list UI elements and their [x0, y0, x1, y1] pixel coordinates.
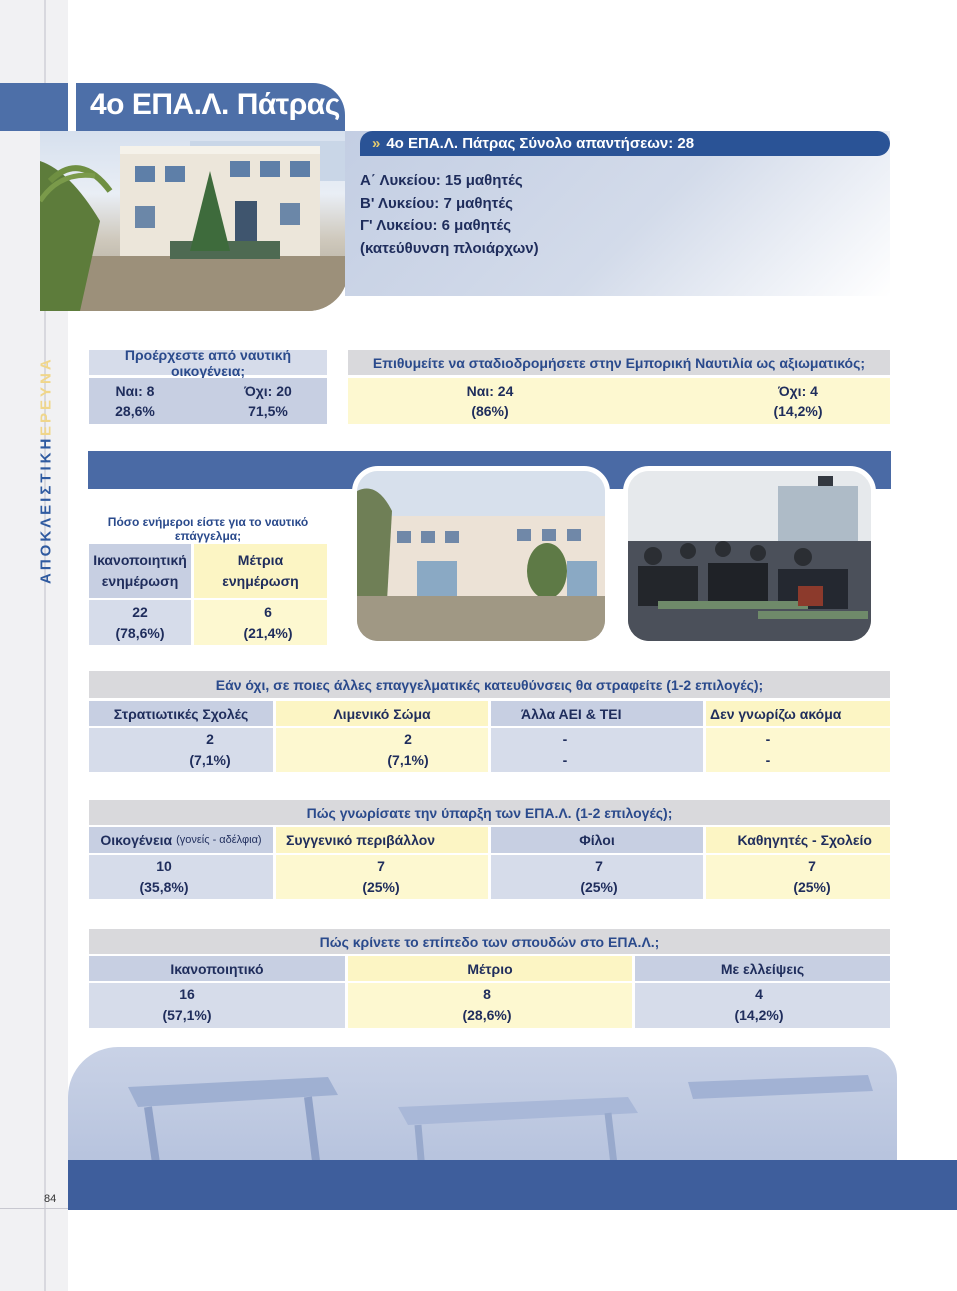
q4-val1: 2 [206, 731, 214, 747]
q5-col1-label: Οικογένεια [100, 832, 173, 848]
side-label-main: ΑΠΟΚΛΕΙΣΤΙΚΗ [37, 435, 55, 585]
class-line: (κατεύθυνση πλοιάρχων) [360, 239, 539, 257]
schoolyard-photo [352, 466, 610, 646]
classroom-illustration [628, 471, 871, 641]
q5-pct4: (25%) [793, 879, 831, 895]
q6-pct2: (28,6%) [462, 1007, 512, 1023]
school-building-photo [40, 131, 348, 311]
q2-no-label: Όχι: 4 [778, 383, 818, 399]
q1-yes-label: Ναι: 8 [115, 383, 155, 399]
page-title: 4ο ΕΠΑ.Λ. Πάτρας [90, 88, 340, 121]
q3-col2-header: Μέτρια ενημέρωση [194, 544, 327, 598]
q3-col1-header: Ικανοποιητική ενημέρωση [89, 544, 191, 598]
q5-col3-header: Φίλοι [491, 827, 703, 853]
q4-col4-header: Δεν γνωρίζω ακόμα [706, 701, 890, 726]
q3-val1: 22 [132, 604, 148, 620]
q2-yes-label: Ναι: 24 [466, 383, 514, 399]
bottom-band [68, 1160, 957, 1210]
q2-question: Επιθυμείτε να σταδιοδρομήσετε στην Εμπορική Ναυτιλία ως αξιωματικός; [348, 350, 890, 375]
double-chevron-icon: » [372, 135, 381, 152]
q3-val2: 6 [264, 604, 272, 620]
classroom-photo [623, 466, 876, 646]
q6-val2: 8 [483, 986, 491, 1002]
q3-pct2: (21,4%) [243, 625, 293, 641]
q6-val1: 16 [179, 986, 195, 1002]
q6-col2-header: Μέτριο [348, 956, 632, 981]
q5-pct3: (25%) [580, 879, 618, 895]
q5-col1-sublabel: (γονείς - αδέλφια) [176, 834, 262, 846]
q4-col3-header: Άλλα ΑΕΙ & ΤΕΙ [491, 701, 703, 726]
class-line: Γ' Λυκείου: 6 μαθητές [360, 217, 512, 234]
q3-pct1: (78,6%) [115, 625, 165, 641]
q4-question: Εάν όχι, σε ποιες άλλες επαγγελματικές κατευθύνσεις θα στραφείτε (1-2 επιλογές); [89, 671, 890, 698]
q5-question: Πώς γνωρίσατε την ύπαρξη των ΕΠΑ.Λ. (1-2 επιλογές); [89, 800, 890, 825]
q1-question: Προέρχεστε από ναυτική οικογένεια; [89, 350, 327, 375]
q4-col1-header: Στρατιωτικές Σχολές [89, 701, 273, 726]
q4-pct1: (7,1%) [189, 752, 231, 768]
q4-col3-cell [491, 728, 703, 772]
class-breakdown [360, 170, 539, 260]
q4-col4-cell [706, 728, 890, 772]
schoolyard-illustration [357, 471, 605, 641]
q3-question: Πόσο ενήμεροι είστε για το ναυτικό επάγγελμα; [89, 516, 327, 541]
q4-pct3: - [562, 752, 568, 768]
q6-question: Πώς κρίνετε το επίπεδο των σπουδών στο ΕΠΑ.Λ.; [89, 929, 890, 954]
q4-val4: - [765, 731, 771, 747]
q1-no-pct: 71,5% [248, 403, 288, 419]
school-building-illustration [40, 131, 348, 311]
q4-pct4: - [765, 752, 771, 768]
q1-no-label: Όχι: 20 [244, 383, 292, 399]
q5-val4: 7 [808, 858, 816, 874]
summary-heading-text: 4ο ΕΠΑ.Λ. Πάτρας Σύνολο απαντήσεων: 28 [386, 135, 695, 152]
class-line: Α΄ Λυκείου: 15 μαθητές [360, 172, 523, 189]
q5-val3: 7 [595, 858, 603, 874]
side-label-accent: ΕΡΕΥΝΑ [37, 355, 55, 436]
q1-yes-pct: 28,6% [115, 403, 155, 419]
q5-val2: 7 [377, 858, 385, 874]
q4-val3: - [562, 731, 568, 747]
page-number: 84 [44, 1193, 57, 1205]
header-tab-divider [68, 83, 76, 131]
q5-pct2: (25%) [362, 879, 400, 895]
q6-col1-header: Ικανοποιητικό [89, 956, 345, 981]
class-line: Β' Λυκείου: 7 μαθητές [360, 194, 513, 212]
q6-col3-header: Με ελλείψεις [635, 956, 890, 981]
q2-no-pct: (14,2%) [773, 403, 823, 419]
footer-rule [0, 1208, 68, 1209]
q6-pct3: (14,2%) [734, 1007, 784, 1023]
q5-col1-header [89, 827, 273, 853]
q6-pct1: (57,1%) [162, 1007, 212, 1023]
q6-val3: 4 [755, 986, 763, 1002]
side-section-label [36, 350, 56, 590]
q4-val2: 2 [404, 731, 412, 747]
q5-col2-header: Συγγενικό περιβάλλον [276, 827, 488, 853]
q5-col4-header: Καθηγητές - Σχολείο [706, 827, 890, 853]
q5-val1: 10 [156, 858, 172, 874]
q5-pct1: (35,8%) [139, 879, 189, 895]
summary-heading [360, 131, 890, 156]
q4-pct2: (7,1%) [387, 752, 429, 768]
q4-col2-header: Λιμενικό Σώμα [276, 701, 488, 726]
q2-yes-pct: (86%) [471, 403, 509, 419]
